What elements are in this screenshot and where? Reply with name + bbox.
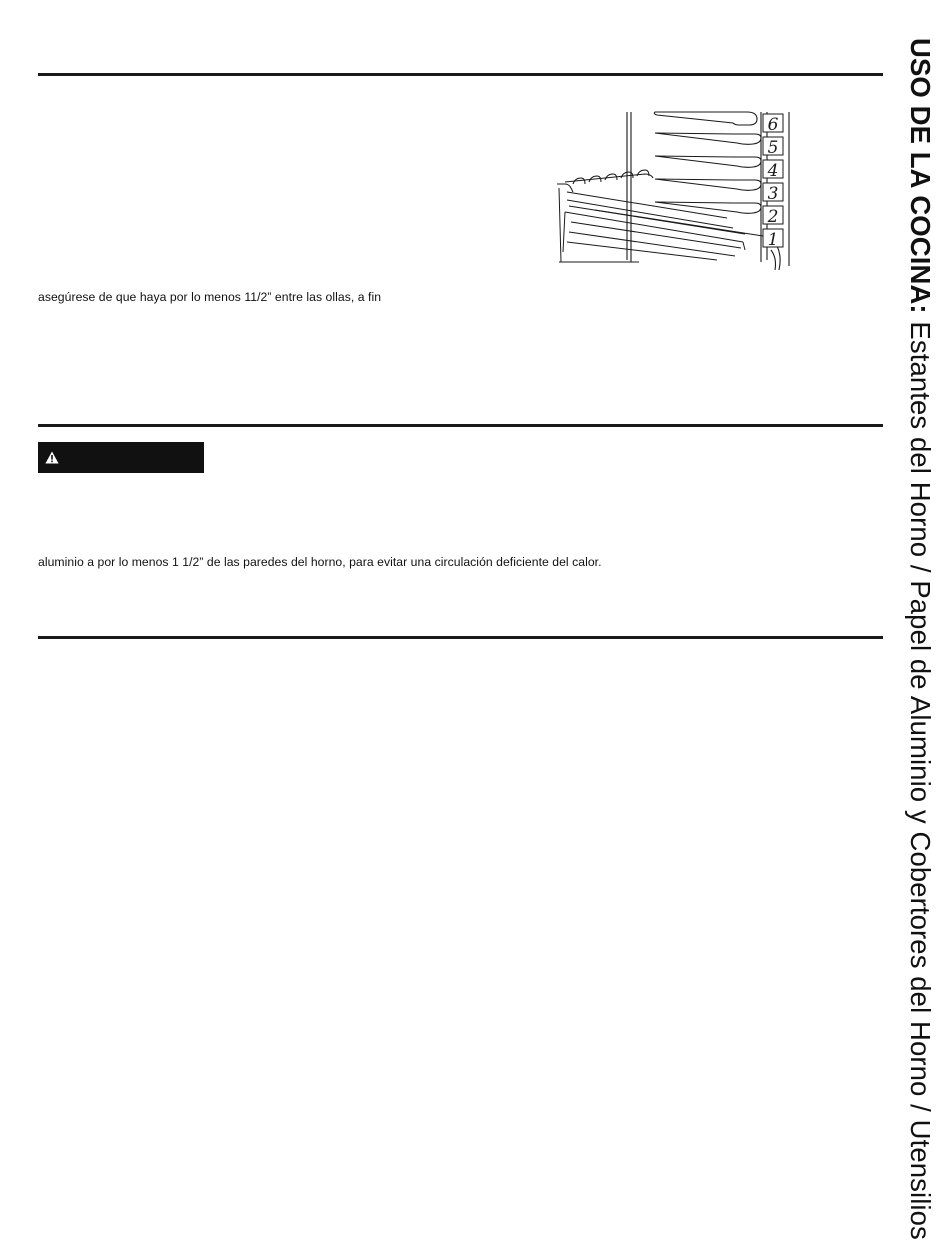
section-divider-middle [38,424,883,427]
rack-position-4: 4 [767,161,779,181]
rack-position-6: 6 [767,115,779,135]
side-title-regular: Estantes del Horno / Papel de Aluminio y Cobertores del Horno / Utensilios [905,313,936,1240]
foil-spacing-text: aluminio a por lo menos 1 1/2” de las paredes del horno, para evitar una circulación deficiente del calor. [38,555,602,569]
rack-position-3: 3 [767,184,779,204]
side-section-title [903,38,937,1240]
rack-position-2: 2 [767,207,779,227]
oven-rack-illustration [555,110,795,270]
section-divider-top [38,73,883,76]
warning-badge [38,442,204,473]
rack-position-5: 5 [767,138,779,158]
rack-spacing-text: asegúrese de que haya por lo menos 11/2” entre las ollas, a fin [38,290,382,304]
side-title-bold: USO DE LA COCINA: [905,38,936,314]
warning-triangle-icon [45,451,59,464]
section-divider-bottom [38,636,883,639]
rack-position-1: 1 [767,230,779,250]
